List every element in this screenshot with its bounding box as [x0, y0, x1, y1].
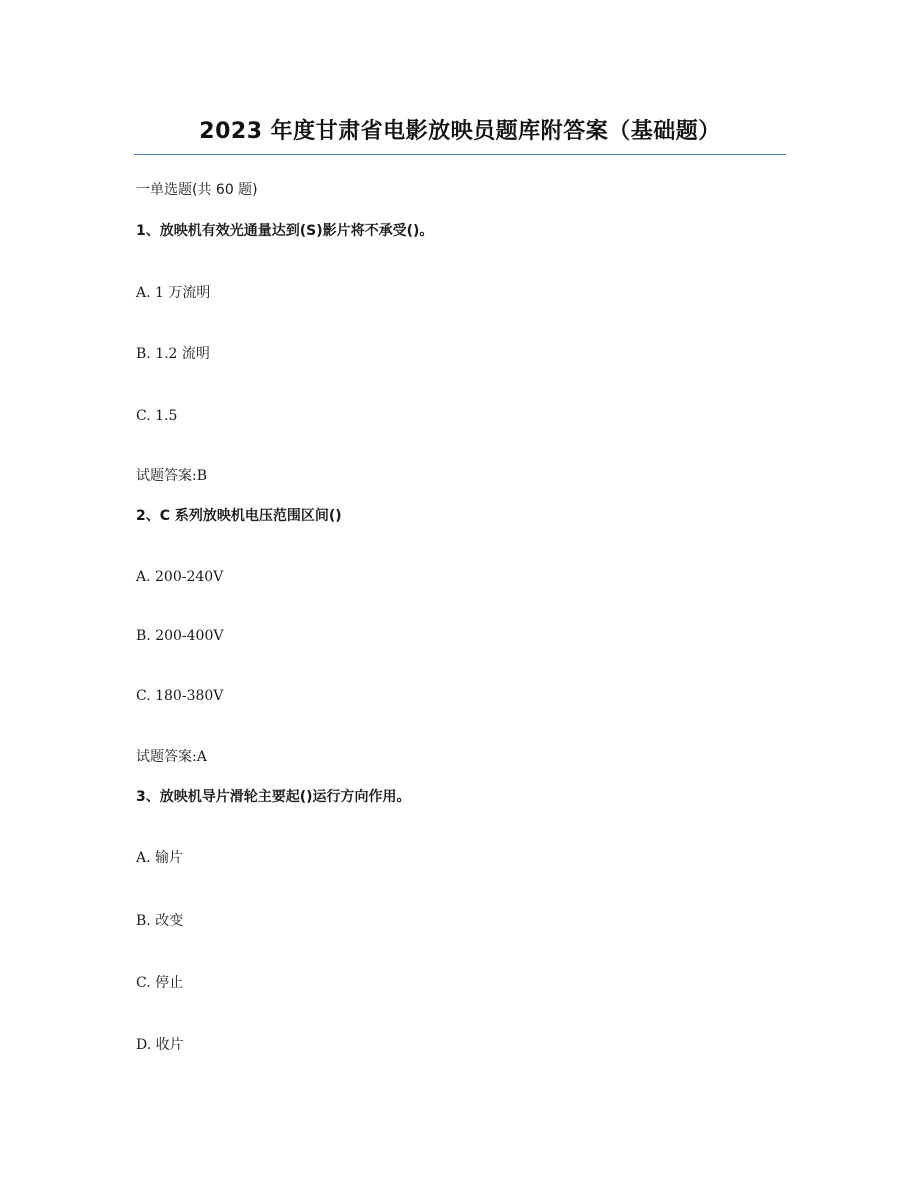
question-1-option-b: B. 1.2 流明 [136, 346, 210, 362]
question-1: 1、放映机有效光通量达到(S)影片将不承受()。 [136, 223, 434, 239]
question-1-option-c: C. 1.5 [136, 408, 178, 424]
question-1-option-a: A. 1 万流明 [136, 285, 211, 301]
question-2-option-c: C. 180-380V [136, 688, 224, 704]
question-2-option-a: A. 200-240V [136, 569, 224, 585]
title-underline [134, 154, 786, 155]
question-3-option-d: D. 收片 [136, 1037, 184, 1053]
question-2: 2、C 系列放映机电压范围区间() [136, 508, 342, 524]
page-title: 2023 年度甘肃省电影放映员题库附答案（基础题） [199, 119, 721, 144]
question-3: 3、放映机导片滑轮主要起()运行方向作用。 [136, 789, 411, 805]
question-3-option-a: A. 输片 [136, 850, 184, 866]
question-2-option-b: B. 200-400V [136, 628, 224, 644]
question-2-answer: 试题答案:A [136, 749, 207, 765]
section-heading: 一单选题(共 60 题) [136, 182, 258, 198]
question-3-option-b: B. 改变 [136, 913, 184, 929]
question-3-option-c: C. 停止 [136, 975, 184, 991]
question-1-answer: 试题答案:B [136, 468, 208, 484]
